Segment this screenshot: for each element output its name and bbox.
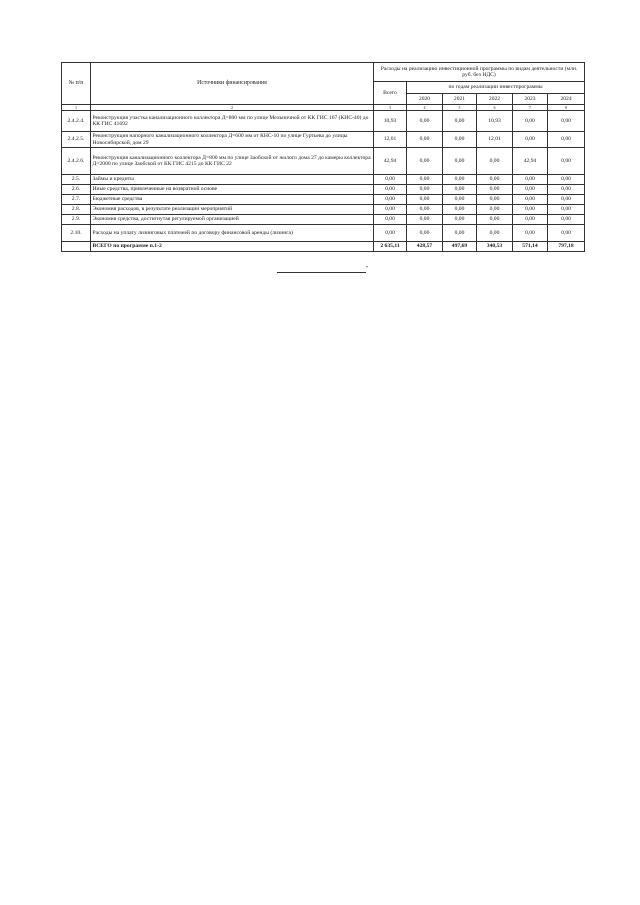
year-header: 2023 [513,94,548,105]
row-value: 0,00 [443,185,477,195]
total-value: 571,14 [513,242,548,252]
header-row-1 [62,63,585,82]
row-value: 0,00 [548,132,585,148]
row-value: 0,00 [374,225,407,242]
col-num-header: № п/п [62,63,91,105]
year-header: 2024 [548,94,585,105]
row-value: 0,00 [513,205,548,215]
row-value: 0,00 [407,185,443,195]
row-value: 0,00 [477,175,513,185]
total-row [62,242,585,252]
row-value: 0,00 [477,225,513,242]
col-source-header: Источники финансирования [91,63,374,105]
row-value: 0,00 [443,215,477,225]
column-number: 3 [374,105,407,111]
table-row [62,148,585,175]
row-value: 0,00 [513,132,548,148]
row-value: 0,00 [513,225,548,242]
column-number: 6 [477,105,513,111]
column-number: 2 [91,105,374,111]
row-value: 12,01 [477,132,513,148]
col-by-years-header: по годам реализации инвестпрограммы [407,82,585,94]
total-value: 2 635,11 [374,242,407,252]
row-number: 2.5. [62,175,91,185]
row-value: 0,00 [548,111,585,132]
financing-table [61,62,585,252]
row-value: 0,00 [407,225,443,242]
row-value: 0,00 [443,148,477,175]
row-source-name: Иные средства, привлеченные на возвратной основе [91,185,374,195]
row-value: 0,00 [477,195,513,205]
table-row [62,195,585,205]
row-value: 0,00 [407,148,443,175]
row-number: 2.10. [62,225,91,242]
row-value: 0,00 [513,195,548,205]
row-source-name: Реконструкция канализационного коллектора Д=800 мм по улице Заобской от жилого дома 27 до камеры коллектора Д=2000 по улице Заобской от КК ГИС 4215 до КК ГИС 22 [91,148,374,175]
row-source-name: Экономия средства, достигнутая регулируемой организацией [91,215,374,225]
row-number: 2.4.2.4. [62,111,91,132]
footer-rule [277,272,366,273]
row-value: 12,01 [374,132,407,148]
row-source-name: Реконструкция участка канализационного коллектора Д=800 мм по улице Мельничной от КК ГИС 167 (КИС-40) до КК ГИС 41692 [91,111,374,132]
footer-mark: " [366,266,369,272]
row-value: 10,93 [477,111,513,132]
row-number: 2.9. [62,215,91,225]
row-value: 0,00 [548,205,585,215]
row-value: 0,00 [548,185,585,195]
total-empty-cell [62,242,91,252]
row-value: 42,94 [374,148,407,175]
row-number: 2.7. [62,195,91,205]
total-value: 797,18 [548,242,585,252]
row-source-name: Займы и кредиты [91,175,374,185]
row-number: 2.4.2.6. [62,148,91,175]
table-row [62,215,585,225]
row-value: 0,00 [513,175,548,185]
table-row [62,175,585,185]
row-value: 0,00 [477,215,513,225]
row-value: 0,00 [548,175,585,185]
row-number: 2.8. [62,205,91,215]
year-header: 2022 [477,94,513,105]
total-value: 340,53 [477,242,513,252]
row-value: 0,00 [548,225,585,242]
col-total-header: Всего [374,82,407,105]
row-value: 0,00 [443,205,477,215]
year-header: 2020 [407,94,443,105]
row-value: 42,94 [513,148,548,175]
row-value: 0,00 [374,175,407,185]
row-value: 0,00 [477,185,513,195]
row-value: 0,00 [443,111,477,132]
row-value: 0,00 [374,205,407,215]
column-number: 1 [62,105,91,111]
table-row [62,111,585,132]
row-value: 0,00 [407,215,443,225]
row-value: 0,00 [443,175,477,185]
row-value: 0,00 [407,175,443,185]
row-value: 0,00 [374,215,407,225]
table-row [62,205,585,215]
row-value: 0,00 [477,205,513,215]
document-page [61,62,584,252]
column-number: 5 [443,105,477,111]
row-value: 0,00 [407,132,443,148]
row-value: 0,00 [443,195,477,205]
row-value: 10,93 [374,111,407,132]
row-value: 0,00 [477,148,513,175]
row-source-name: Бюджетные средства [91,195,374,205]
total-value: 497,69 [443,242,477,252]
row-value: 0,00 [407,111,443,132]
row-value: 0,00 [548,195,585,205]
row-number: 2.6. [62,185,91,195]
row-value: 0,00 [374,185,407,195]
row-value: 0,00 [548,148,585,175]
row-number: 2.4.2.5. [62,132,91,148]
row-value: 0,00 [513,185,548,195]
column-number: 7 [513,105,548,111]
total-label: ВСЕГО по программе п.1-2 [91,242,374,252]
column-number: 8 [548,105,585,111]
table-row [62,185,585,195]
total-value: 428,57 [407,242,443,252]
row-value: 0,00 [374,195,407,205]
row-source-name: Реконструкция напорного канализационного коллектора Д=600 мм от КНС-10 по улице Гуртьева до улицы Новосибирской, дом 29 [91,132,374,148]
row-value: 0,00 [443,132,477,148]
col-expenses-header: Расходы на реализацию инвестиционной программы по видам деятельности (млн. руб. без НДС) [374,63,585,82]
year-header: 2021 [443,94,477,105]
row-value: 0,00 [443,225,477,242]
row-value: 0,00 [513,111,548,132]
row-value: 0,00 [513,215,548,225]
table-row [62,132,585,148]
row-source-name: Расходы на уплату лизинговых платежей по договору финансовой аренды (лизинга) [91,225,374,242]
row-value: 0,00 [407,195,443,205]
table-row [62,225,585,242]
row-value: 0,00 [407,205,443,215]
row-source-name: Экономия расходов, в результате реализации мероприятий [91,205,374,215]
column-number: 4 [407,105,443,111]
row-value: 0,00 [548,215,585,225]
